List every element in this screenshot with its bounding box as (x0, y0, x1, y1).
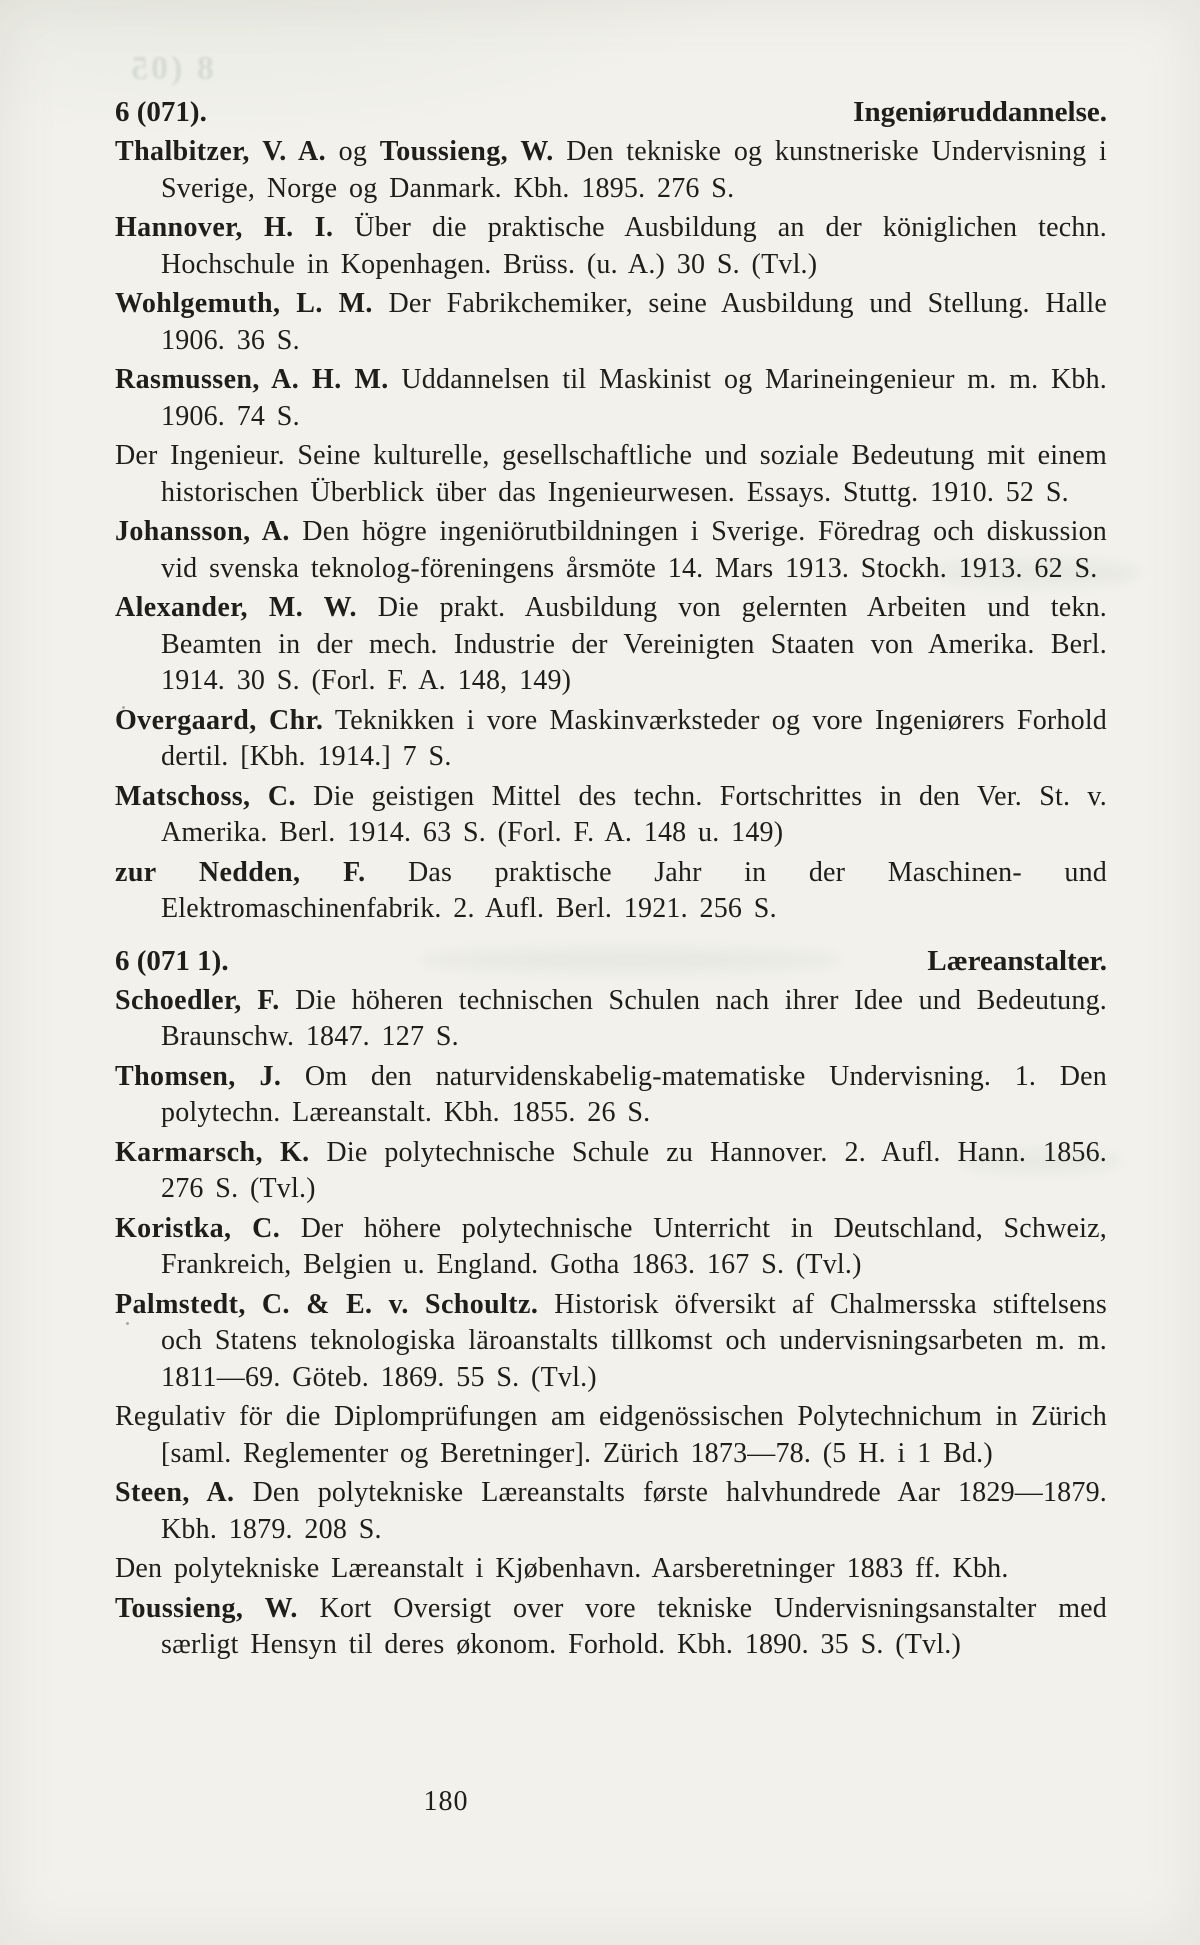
author-name: Karmarsch, K. (115, 1136, 310, 1168)
author-name: Overgaard, Chr. (115, 704, 324, 736)
author-name: Wohlgemuth, L. M. (115, 288, 373, 319)
bibliography-entry (115, 210, 1107, 283)
author-name: Koristka, C. (115, 1212, 281, 1244)
entry-text: Den högre ingeniörutbildningen i Sverige. Föredrag och diskussion vid svenska teknolog-föreningens årsmöte 14. Mars 1913. Stockh. 1913. 62 S. (161, 516, 1107, 584)
author-name: Matschoss, C. (115, 780, 296, 812)
author-name: Thomsen, J. (115, 1060, 282, 1092)
author-name: Steen, A. (115, 1477, 235, 1508)
section-heading: Læreanstalter. (927, 944, 1107, 977)
entry-text: Der Ingenieur. Seine kulturelle, gesellschaftliche und soziale Bedeutung mit einem historischen Überblick über das Ingenieurwesen. Essays. Stuttg. 1910. 52 S. (115, 440, 1107, 508)
author-name: Palmstedt, C. & E. v. Schoultz. (115, 1288, 539, 1320)
entry-text: Die polytechnische Schule zu Hannover. 2. Aufl. Hann. 1856. 276 S. (Tvl.) (161, 1136, 1107, 1204)
bibliography-entry (115, 134, 1107, 207)
author-name: Rasmussen, A. H. M. (115, 364, 389, 395)
entry-text: Die prakt. Ausbildung von gelernten Arbeiten und tekn. Beamten in der mech. Industrie der Vereinigten Staaten von Amerika. Berl. 1914. 30 S. (Forl. F. A. 148, 149) (161, 592, 1107, 696)
bibliography-entry (115, 590, 1107, 700)
section-heading: Ingeniøruddannelse. (853, 96, 1107, 128)
author-name: Thalbitzer, V. A. (115, 136, 326, 167)
entry-text: Uddannelsen til Maskinist og Marineingenieur m. m. Kbh. 1906. 74 S. (161, 364, 1107, 432)
bibliography-entry (115, 286, 1107, 359)
page-number: 180 (423, 1786, 469, 1817)
entry-text: Den tekniske og kunstneriske Undervisning i Sverige, Norge og Danmark. Kbh. 1895. 276 S. (161, 136, 1108, 204)
entry-text: Der Fabrikchemiker, seine Ausbildung und Stellung. Halle 1906. 36 S. (161, 288, 1108, 356)
bibliography-entry (115, 438, 1107, 511)
entry-text: Über die praktische Ausbildung an der königlichen techn. Hochschule in Kopenhagen. Brüss. (u. A.) 30 S. (Tvl.) (161, 212, 1108, 280)
author-name: Toussieng, W. (115, 1592, 298, 1624)
bibliography-entry (115, 1287, 1107, 1397)
entry-text: Die höheren technischen Schulen nach ihrer Idee und Bedeutung. Braunschw. 1847. 127 S. (161, 984, 1107, 1052)
bibliography-entry (115, 1211, 1107, 1284)
section-code: 6 (071 1). (115, 944, 229, 977)
bibliography-entry (115, 1399, 1107, 1472)
entry-text: Die geistigen Mittel des techn. Fortschrittes in den Ver. St. v. Amerika. Berl. 1914. 63 S. (Forl. F. A. 148 u. 149) (161, 780, 1107, 848)
bibliography-entry (115, 983, 1107, 1056)
bibliography-entry (115, 855, 1107, 928)
entry-text: Teknikken i vore Maskinværksteder og vore Ingeniørers Forhold dertil. [Kbh. 1914.] 7 S. (161, 704, 1107, 772)
entry-text: Historisk öfversikt af Chalmersska stiftelsens och Statens teknologiska läroanstalts tillkomst och undervisningsarbeten m. m. 1811—69. Göteb. 1869. 55 S. (Tvl.) (161, 1288, 1107, 1393)
bibliography-content (115, 94, 1107, 1667)
entry-text: Kort Oversigt over vore tekniske Undervisningsanstalter med særligt Hensyn til deres økonom. Forhold. Kbh. 1890. 35 S. (Tvl.) (161, 1592, 1107, 1660)
entry-text: Den polytekniske Læreanstalts første halvhundrede Aar 1829—1879. Kbh. 1879. 208 S. (161, 1477, 1107, 1545)
bibliography-entry (115, 1591, 1107, 1664)
author-name: Toussieng, W. (379, 136, 554, 167)
bleedthrough-text: 8 (05 (128, 50, 214, 87)
entry-text: Den polytekniske Læreanstalt i Kjøbenhavn. Aarsberetninger 1883 ff. Kbh. (115, 1553, 1009, 1584)
author-name: Alexander, M. W. (115, 592, 357, 623)
bibliography-entry (115, 779, 1107, 852)
author-name: Hannover, H. I. (115, 212, 334, 243)
section-code: 6 (071). (115, 96, 207, 128)
entry-text: Om den naturvidenskabelig-matematiske Undervisning. 1. Den polytechn. Læreanstalt. Kbh. 1855. 26 S. (161, 1060, 1107, 1128)
entry-text: Das praktische Jahr in der Maschinen- und Elektromaschinenfabrik. 2. Aufl. Berl. 1921. 256 S. (161, 856, 1107, 924)
bibliography-entry (115, 1135, 1107, 1208)
entry-text: og (325, 136, 380, 167)
bibliography-entry (115, 1059, 1107, 1132)
bibliography-entry (115, 1475, 1107, 1548)
bibliography-entry (115, 362, 1107, 435)
author-name: zur Nedden, F. (115, 856, 366, 888)
section-header (115, 943, 1107, 980)
bibliography-entry (115, 514, 1107, 587)
bibliography-entry (115, 703, 1107, 776)
entry-text: Der höhere polytechnische Unterricht in Deutschland, Schweiz, Frankreich, Belgien u. England. Gotha 1863. 167 S. (Tvl.) (161, 1212, 1107, 1280)
entry-text: Regulativ för die Diplomprüfungen am eidgenössischen Polytechnichum in Zürich [saml. Reglementer og Beretninger]. Zürich 1873—78. (5 H. i 1 Bd.) (115, 1401, 1107, 1469)
author-name: Johansson, A. (115, 516, 290, 547)
section-header (115, 94, 1107, 131)
bibliography-entry (115, 1551, 1107, 1588)
author-name: Schoedler, F. (115, 984, 280, 1016)
